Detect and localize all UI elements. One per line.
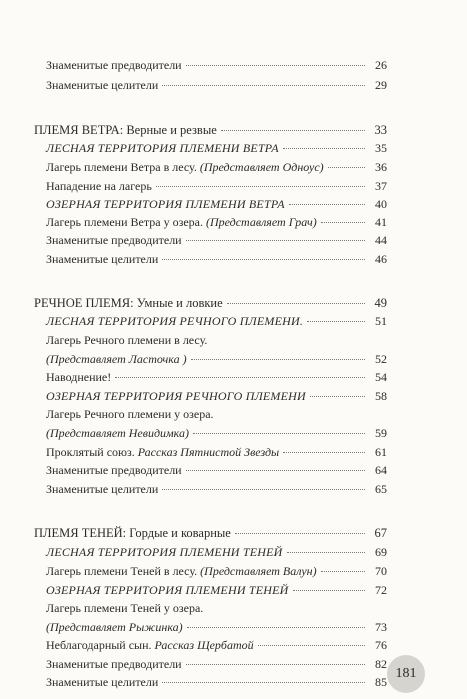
toc-entry-note: (Представляет Рыжинка): [46, 620, 183, 634]
toc-entry-title: Знаменитые целители: [46, 482, 159, 496]
dot-leader: [186, 470, 365, 471]
dot-leader: [193, 433, 365, 434]
dot-leader: [235, 533, 365, 534]
toc-page-number: 73: [375, 620, 387, 634]
toc-entry[interactable]: [34, 405, 387, 423]
toc-entry-title: [34, 524, 231, 542]
dot-leader: [162, 85, 365, 86]
dot-leader: [289, 204, 365, 205]
toc-entry[interactable]: [34, 543, 387, 561]
toc-entry-title: Наводнение!: [46, 370, 112, 384]
toc-page-number: 59: [375, 426, 387, 440]
toc-page-number: 64: [375, 463, 387, 477]
toc-entry-title: Лагерь племени Ветра у озера. (Представляет Грач): [46, 215, 317, 229]
toc-entry[interactable]: [34, 599, 387, 617]
toc-page-number: 67: [374, 526, 387, 540]
toc-page-number: 52: [375, 352, 387, 366]
toc-entry-note: Рассказ Щербатой: [154, 638, 254, 652]
toc-page-number: 44: [375, 233, 387, 247]
toc-entry-title: Лагерь Речного племени в лесу.: [46, 333, 208, 347]
toc-page-number: 65: [375, 482, 387, 496]
section-heading[interactable]: [34, 121, 387, 139]
toc-entry[interactable]: [34, 461, 387, 479]
toc-entry[interactable]: [34, 139, 387, 157]
toc-entry[interactable]: [34, 350, 387, 368]
section-name: РЕЧНОЕ ПЛЕМЯ:: [34, 296, 134, 310]
toc-page-number: 85: [375, 675, 387, 689]
toc-entry[interactable]: [34, 56, 387, 74]
toc-entry[interactable]: [34, 76, 387, 94]
dot-leader: [227, 303, 365, 304]
toc-entry-note: Рассказ Пятнистой Звезды: [137, 445, 280, 459]
section-subtitle: Гордые и коварные: [126, 526, 231, 540]
toc-entry[interactable]: [34, 443, 387, 461]
toc-entry-title: Лагерь племени Ветра в лесу. (Представляет Одноус): [46, 160, 324, 174]
toc-entry-title: [46, 424, 189, 442]
toc-entry[interactable]: [34, 581, 387, 599]
toc-page-number: 58: [375, 389, 387, 403]
toc-entry[interactable]: [34, 312, 387, 330]
toc-entry[interactable]: [34, 618, 387, 636]
dot-leader: [156, 186, 365, 187]
toc-entry-title: ОЗЕРНАЯ ТЕРРИТОРИЯ РЕЧНОГО ПЛЕМЕНИ: [46, 389, 306, 403]
toc-entry-title: Знаменитые целители: [46, 78, 159, 92]
section-heading[interactable]: [34, 294, 387, 312]
toc-entry-note: (Представляет Грач): [205, 215, 317, 229]
dot-leader: [221, 130, 365, 131]
toc-entry-title: Лагерь племени Теней у озера.: [46, 601, 204, 615]
toc-entry-title: Знаменитые предводители: [46, 58, 182, 72]
dot-leader: [283, 452, 365, 453]
toc-entry[interactable]: [34, 368, 387, 386]
toc-entry-title: ЛЕСНАЯ ТЕРРИТОРИЯ ПЛЕМЕНИ ТЕНЕЙ: [46, 545, 283, 559]
toc-entry-title: ОЗЕРНАЯ ТЕРРИТОРИЯ ПЛЕМЕНИ ТЕНЕЙ: [46, 583, 289, 597]
toc-entry[interactable]: [34, 250, 387, 268]
toc-entry-title: Знаменитые предводители: [46, 233, 182, 247]
dot-leader: [162, 682, 365, 683]
toc-entry[interactable]: [34, 231, 387, 249]
dot-leader: [307, 321, 365, 322]
dot-leader: [115, 377, 365, 378]
toc-page-number: 70: [375, 564, 387, 578]
dot-leader: [186, 65, 365, 66]
toc-entry-title: Лагерь племени Теней в лесу. (Представляет Валун): [46, 564, 317, 578]
section-name: ПЛЕМЯ ТЕНЕЙ:: [34, 526, 127, 540]
toc-page-number: 26: [375, 58, 387, 72]
toc-entry-title: Знаменитые предводители: [46, 463, 182, 477]
toc-page-number: 54: [375, 370, 387, 384]
toc-entry[interactable]: [34, 387, 387, 405]
toc-page-number: 76: [375, 638, 387, 652]
page-number-badge: 181: [387, 655, 425, 693]
toc-entry-note: (Представляет Одноус): [199, 160, 324, 174]
dot-leader: [287, 552, 365, 553]
toc-page-number: 69: [375, 545, 387, 559]
toc-entry[interactable]: [34, 673, 387, 691]
dot-leader: [186, 240, 365, 241]
toc-entry-title: ОЗЕРНАЯ ТЕРРИТОРИЯ ПЛЕМЕНИ ВЕТРА: [46, 197, 285, 211]
toc-page-number: 40: [375, 197, 387, 211]
toc-page-number: 61: [375, 445, 387, 459]
toc-page-number: 37: [375, 179, 387, 193]
toc-entry-title: ЛЕСНАЯ ТЕРРИТОРИЯ ПЛЕМЕНИ ВЕТРА: [46, 141, 279, 155]
toc-entry[interactable]: [34, 655, 387, 673]
toc-entry[interactable]: [34, 636, 387, 654]
toc-entry-title: Неблагодарный сын. Рассказ Щербатой: [46, 638, 254, 652]
toc-entry[interactable]: [34, 177, 387, 195]
toc-page-number: 41: [375, 215, 387, 229]
toc-page-number: 49: [374, 296, 387, 310]
toc-entry-title: Проклятый союз. Рассказ Пятнистой Звезды: [46, 445, 280, 459]
toc-page-number: 29: [375, 78, 387, 92]
toc-page-number: 82: [375, 657, 387, 671]
section-subtitle: Умные и ловкие: [133, 296, 223, 310]
dot-leader: [258, 645, 365, 646]
section-name: ПЛЕМЯ ВЕТРА:: [34, 123, 124, 137]
toc-entry[interactable]: [34, 562, 387, 580]
toc-entry-note: (Представляет Ласточка ): [46, 352, 187, 366]
dot-leader: [162, 259, 365, 260]
toc-entry[interactable]: [34, 158, 387, 176]
toc-page-number: 33: [374, 123, 387, 137]
toc-entry-title: Знаменитые целители: [46, 675, 159, 689]
dot-leader: [321, 571, 365, 572]
toc-page-number: 46: [375, 252, 387, 266]
toc-page-number: 51: [375, 314, 387, 328]
toc-entry-title: Нападение на лагерь: [46, 179, 152, 193]
toc-entry-note: (Представляет Невидимка): [46, 426, 189, 440]
toc-entry[interactable]: [34, 195, 387, 213]
dot-leader: [162, 489, 365, 490]
dot-leader: [328, 167, 365, 168]
toc-entry-title: [34, 294, 223, 312]
toc-entry-title: [34, 121, 217, 139]
dot-leader: [310, 396, 365, 397]
toc-entry[interactable]: [34, 331, 387, 349]
toc-entry-title: Знаменитые предводители: [46, 657, 182, 671]
toc-page-number: 35: [375, 141, 387, 155]
dot-leader: [186, 664, 365, 665]
toc-entry-title: [46, 618, 183, 636]
toc-entry-title: Знаменитые целители: [46, 252, 159, 266]
toc-entry[interactable]: [34, 424, 387, 442]
toc-entry-note: (Представляет Валун): [200, 564, 317, 578]
section-heading[interactable]: [34, 524, 387, 542]
dot-leader: [191, 359, 365, 360]
toc-entry-title: Лагерь Речного племени у озера.: [46, 407, 214, 421]
dot-leader: [283, 148, 365, 149]
toc-page-number: 36: [375, 160, 387, 174]
toc-entry-title: [46, 350, 187, 368]
section-subtitle: Верные и резвые: [123, 123, 217, 137]
toc-page-number: 72: [375, 583, 387, 597]
dot-leader: [293, 590, 365, 591]
dot-leader: [187, 627, 365, 628]
dot-leader: [321, 222, 365, 223]
toc-entry-title: ЛЕСНАЯ ТЕРРИТОРИЯ РЕЧНОГО ПЛЕМЕНИ.: [46, 314, 304, 328]
toc-entry[interactable]: [34, 213, 387, 231]
toc-entry[interactable]: [34, 480, 387, 498]
